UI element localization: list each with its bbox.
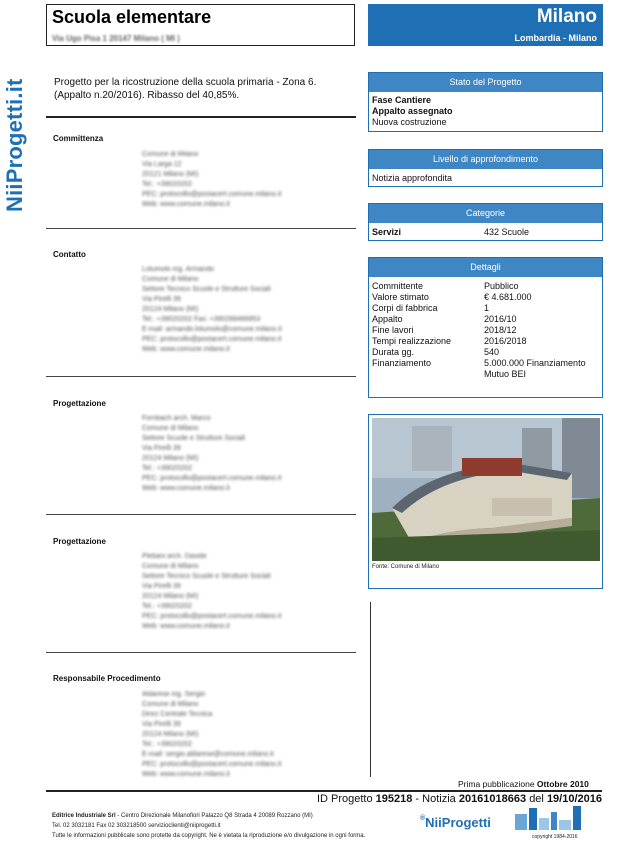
footer-divider — [46, 790, 602, 792]
dettagli-row: Tempi realizzazione 2016/2018 — [372, 336, 527, 346]
section-title-progettazione-2: Progettazione — [53, 537, 106, 546]
livello-value: Notizia approfondita — [372, 173, 453, 183]
publication-label: Prima pubblicazione — [458, 779, 535, 789]
id-label: ID Progetto — [316, 793, 373, 805]
date-value: 19/10/2016 — [546, 793, 602, 805]
section-divider — [46, 514, 356, 515]
livello-heading: Livello di approfondimento — [369, 150, 602, 169]
section-divider — [46, 228, 356, 229]
project-id-line — [317, 793, 602, 805]
project-photo — [368, 414, 603, 589]
section-title-progettazione-1: Progettazione — [53, 399, 106, 408]
section-title-committenza: Committenza — [53, 134, 104, 143]
categorie-heading: Categorie — [369, 204, 602, 223]
project-address: Via Ugo Pisa 1 20147 Milano ( MI ) — [52, 34, 180, 43]
stato-phase: Fase Cantiere — [372, 95, 432, 105]
categorie-key: Servizi — [372, 227, 402, 237]
brand-logo-text: NiiProgetti.it — [2, 78, 27, 212]
registered-mark-icon: ® — [420, 815, 426, 822]
section-title-contatto: Contatto — [53, 250, 86, 259]
project-description: Progetto per la ricostruzione della scuola primaria - Zona 6. (Appalto n.20/2016). Ribasso del 40,85%. — [54, 77, 317, 101]
categorie-value: 432 Scuole — [484, 227, 530, 237]
section-divider — [46, 116, 356, 118]
committenza-details: Comune di Milano Via Larga 12 20121 Milano (MI) Tel.: +39020202 PEC: protocollo@postacert.comune.milano.it Web: www.comune.milano.it — [142, 151, 282, 208]
dettagli-heading: Dettagli — [369, 258, 602, 277]
stato-status: Appalto assegnato — [372, 106, 453, 116]
dettagli-row: Finanziamento 5.000.000 Finanziamento — [372, 358, 586, 368]
publisher-address: - Centro Direzionale Milanofiori Palazzo Q8 Strada 4 20089 Rozzano (MI) — [115, 813, 313, 819]
responsabile-details: Aldarese ing. Sergio Comune di Milano Direz Centrale Tecnica Via Pirelli 39 20124 Milano (MI) Tel.: +39020202 E-mail: sergio.aldarese@comune.milano.it PEC: protocollo@postacert.comune.milano.it Web: www.comune.milano.it — [142, 691, 282, 778]
footer-brand-logo — [420, 815, 491, 830]
dettagli-panel — [368, 257, 603, 398]
section-divider — [46, 652, 356, 653]
dettagli-row: Corpi di fabbrica 1 — [372, 303, 490, 313]
contatto-details: Lotumolo ing. Armando Comune di Milano Settore Tecnico Scuole e Strutture Sociali Via Pirelli 39 20124 Milano (MI) Tel.: +39020202 Fax: +390288466953 E-mail: armando.lotumolo@comune.milano.it PEC: protocollo@postacert.comune.milano.it Web: www.comune.milano.it — [142, 266, 282, 353]
livello-panel — [368, 149, 603, 187]
first-publication — [458, 779, 589, 789]
stato-type: Nuova costruzione — [372, 117, 447, 127]
news-label: - Notizia — [415, 793, 456, 805]
progettazione-2-details: Plebani arch. Davide Comune di Milano Settore Tecnico Scuole e Strutture Sociali Via Pirelli 39 20124 Milano (MI) Tel.: +39020202 PEC: protocollo@postacert.comune.milano.it Web: www.comune.milano.it — [142, 553, 282, 630]
page-title: Scuola elementare — [52, 7, 212, 27]
id-value: 195218 — [375, 793, 413, 805]
footer-copyright-notice: Tutte le informazioni pubblicate sono protette da copyright. Ne è vietata la riproduzione e/o divulgazione in ogni forma. — [52, 833, 366, 839]
stato-heading: Stato del Progetto — [369, 73, 602, 92]
dettagli-row: Committente Pubblico — [372, 281, 519, 291]
dettagli-row: Durata gg. 540 — [372, 347, 500, 357]
copyright: copyright 1984-2016 — [532, 834, 578, 840]
footer-contacts: Tel. 02 3032181 Fax 02 303218500 servizioclienti@niiprogetti.it — [52, 823, 221, 829]
progettazione-1-details: Fornbach arch. Marco Comune di Milano Settore Scuole e Strutture Sociali Via Pirelli 39 20124 Milano (MI) Tel.: +39020202 PEC: protocollo@postacert.comune.milano.it Web: www.comune.milano.it — [142, 415, 282, 492]
footer-address — [52, 813, 313, 819]
city-name: Milano — [536, 6, 597, 27]
stato-progetto-panel — [368, 72, 603, 132]
school-rendering-image — [372, 418, 600, 561]
footer-logo-text: NiiProgetti — [425, 815, 491, 830]
region-name: Lombardia - Milano — [514, 33, 597, 43]
dettagli-row: Valore stimato € 4.681.000 — [372, 292, 532, 302]
skyline-icon — [515, 806, 587, 830]
del-label: del — [529, 793, 544, 805]
dettagli-row: Appalto 2016/10 — [372, 314, 517, 324]
dettagli-row: Mutuo BEI — [484, 369, 527, 379]
dettagli-table — [369, 281, 602, 380]
news-value: 20161018663 — [458, 793, 527, 805]
section-title-responsabile: Responsabile Procedimento — [53, 674, 161, 683]
section-divider — [46, 376, 356, 377]
publisher-name: Editrice Industriale Srl — [52, 813, 116, 819]
categorie-row — [369, 227, 602, 238]
dettagli-row: Fine lavori 2018/12 — [372, 325, 517, 335]
brand-logo-vertical — [2, 4, 27, 214]
title-box — [46, 4, 355, 46]
city-box — [368, 4, 603, 46]
photo-caption: Fonte: Comune di Milano — [372, 564, 440, 570]
publication-value: Ottobre 2010 — [536, 779, 589, 789]
column-divider — [370, 602, 371, 777]
categorie-panel — [368, 203, 603, 241]
